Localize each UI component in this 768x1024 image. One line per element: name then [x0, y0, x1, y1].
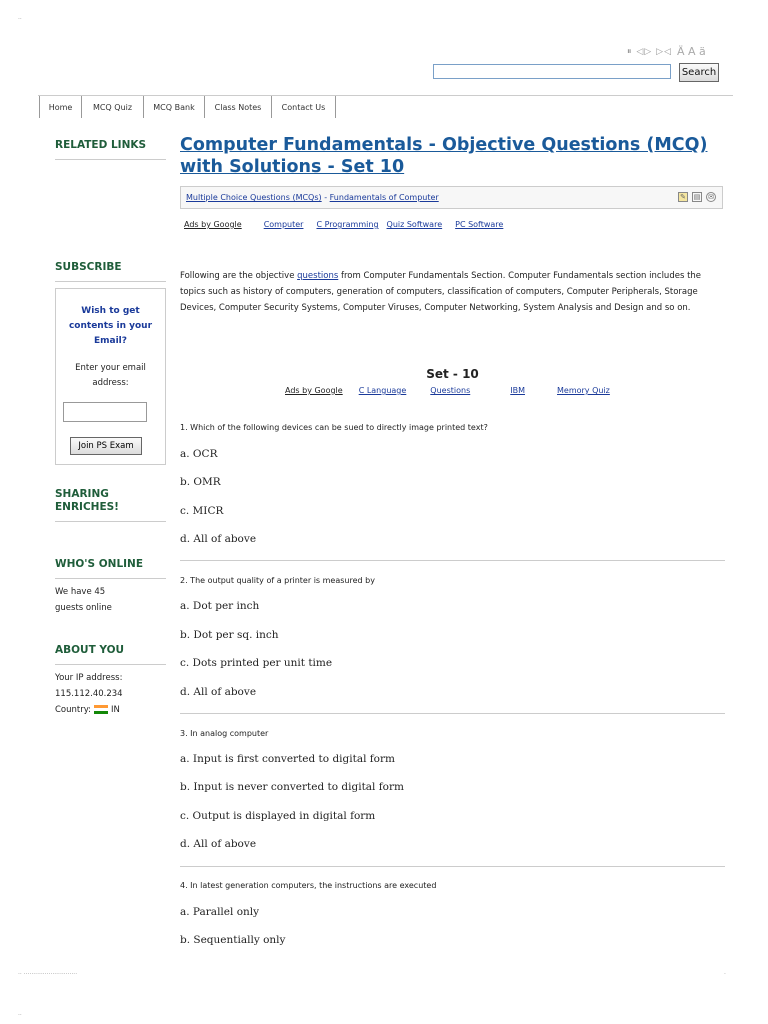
- answer-option: d. All of above: [180, 686, 257, 698]
- sharing-title: SHARING ENRICHES!: [55, 488, 119, 513]
- subscribe-title: SUBSCRIBE: [55, 261, 122, 273]
- whos-online-title: WHO'S ONLINE: [55, 558, 143, 570]
- join-button[interactable]: Join PS Exam: [70, 437, 142, 455]
- tab-mcq-quiz[interactable]: MCQ Quiz: [82, 96, 144, 118]
- question-divider: [180, 560, 725, 561]
- font-size-icon[interactable]: Ä A ä: [677, 45, 706, 58]
- article-actions: [678, 192, 716, 202]
- subscribe-prompt: Wish to get contents in your Email?: [68, 306, 153, 346]
- intro-text-before: Following are the objective: [180, 271, 298, 281]
- breadcrumb-separator: -: [321, 193, 330, 202]
- ad-link-memory-quiz[interactable]: Memory Quiz: [557, 386, 610, 395]
- ad-link-quiz-software[interactable]: Quiz Software: [386, 220, 443, 229]
- answer-option: c. MICR: [180, 505, 224, 517]
- corner-mark-top: ..: [18, 14, 22, 21]
- ads-by-google-label[interactable]: Ads by Google: [184, 220, 242, 229]
- answer-option: b. Sequentially only: [180, 934, 286, 946]
- subscribe-email-label: Enter your email address:: [75, 363, 146, 388]
- breadcrumb-bar: [180, 186, 723, 209]
- email-field[interactable]: [63, 402, 147, 422]
- question-divider: [180, 713, 725, 714]
- subscribe-box: [55, 288, 166, 465]
- breadcrumb: [186, 193, 439, 202]
- ad-link-c-programming[interactable]: C Programming: [316, 220, 379, 229]
- tab-home[interactable]: Home: [40, 96, 82, 118]
- search-button[interactable]: Search: [679, 63, 719, 82]
- tab-mcq-bank[interactable]: MCQ Bank: [144, 96, 205, 118]
- india-flag-icon: [94, 705, 108, 714]
- breadcrumb-mcqs-link[interactable]: Multiple Choice Questions (MCQs): [186, 193, 322, 202]
- question-divider: [180, 866, 725, 867]
- question-text: 1. Which of the following devices can be sued to directly image printed text?: [180, 423, 488, 432]
- ads-row-top: [184, 220, 503, 229]
- about-you-title: ABOUT YOU: [55, 644, 125, 656]
- answer-option: c. Dots printed per unit time: [180, 657, 333, 669]
- edit-icon[interactable]: ✎: [678, 192, 688, 202]
- tab-contact-us[interactable]: Contact Us: [272, 96, 336, 118]
- answer-option: a. Dot per inch: [180, 600, 260, 612]
- answer-option: b. OMR: [180, 476, 221, 488]
- corner-mark-bottom-right: .: [724, 969, 726, 976]
- search-input[interactable]: [433, 64, 671, 79]
- corner-mark-bottom-2: ..: [18, 1010, 22, 1017]
- question-text: 3. In analog computer: [180, 729, 269, 738]
- questions-link[interactable]: questions: [297, 271, 339, 281]
- country-value: IN: [111, 705, 120, 715]
- set-title: Set - 10: [426, 367, 479, 381]
- sidebar-divider: [55, 521, 166, 522]
- ads-by-google-label[interactable]: Ads by Google: [285, 386, 343, 395]
- country-label: Country:: [55, 705, 92, 715]
- email-icon[interactable]: ✉: [706, 192, 716, 202]
- answer-option: b. Dot per sq. inch: [180, 629, 279, 641]
- ad-link-questions[interactable]: Questions: [430, 386, 471, 395]
- ad-link-ibm[interactable]: IBM: [510, 386, 525, 395]
- answer-option: a. Input is first converted to digital form: [180, 753, 395, 765]
- intro-paragraph: [180, 268, 725, 316]
- whos-online-text: We have 45 guests online: [55, 587, 112, 613]
- breadcrumb-fundamentals-link[interactable]: Fundamentals of Computer: [329, 193, 439, 202]
- ads-row-set: [285, 386, 610, 395]
- intro-text-after: from Computer Fundamentals Section. Computer Fundamentals section includes the topics such as history of computers, generation of computers, classification of computers, Computer Peripherals, Storage Devices, Computer Security Systems, Computer Viruses, Computer Networking, System Analysis and Design and so on.: [180, 271, 702, 313]
- answer-option: a. OCR: [180, 448, 218, 460]
- question-text: 2. The output quality of a printer is measured by: [180, 576, 375, 585]
- country-row: [55, 702, 120, 718]
- sidebar-divider: [55, 281, 166, 282]
- answer-option: a. Parallel only: [180, 906, 260, 918]
- ip-label: Your IP address:: [55, 673, 123, 683]
- sidebar-divider: [55, 159, 166, 160]
- answer-option: d. All of above: [180, 533, 257, 545]
- ad-link-computer[interactable]: Computer: [263, 220, 304, 229]
- main-nav: [39, 96, 336, 118]
- sidebar-divider: [55, 578, 166, 579]
- ad-link-c-language[interactable]: C Language: [358, 386, 407, 395]
- tab-class-notes[interactable]: Class Notes: [205, 96, 272, 118]
- question-text: 4. In latest generation computers, the instructions are executed: [180, 881, 437, 890]
- media-controls-icon[interactable]: ⏸ ◁▷ ▷◁: [627, 47, 672, 57]
- answer-option: d. All of above: [180, 838, 257, 850]
- corner-mark-bottom: .. ............................: [18, 969, 78, 976]
- answer-option: b. Input is never converted to digital form: [180, 781, 404, 793]
- ad-link-pc-software[interactable]: PC Software: [455, 220, 504, 229]
- page-title[interactable]: Computer Fundamentals - Objective Questions (MCQ) with Solutions - Set 10: [180, 135, 708, 177]
- answer-option: c. Output is displayed in digital form: [180, 810, 376, 822]
- ip-value: 115.112.40.234: [55, 689, 123, 699]
- related-links-title: RELATED LINKS: [55, 139, 147, 151]
- print-icon[interactable]: ▤: [693, 193, 701, 201]
- sidebar-divider: [55, 664, 166, 665]
